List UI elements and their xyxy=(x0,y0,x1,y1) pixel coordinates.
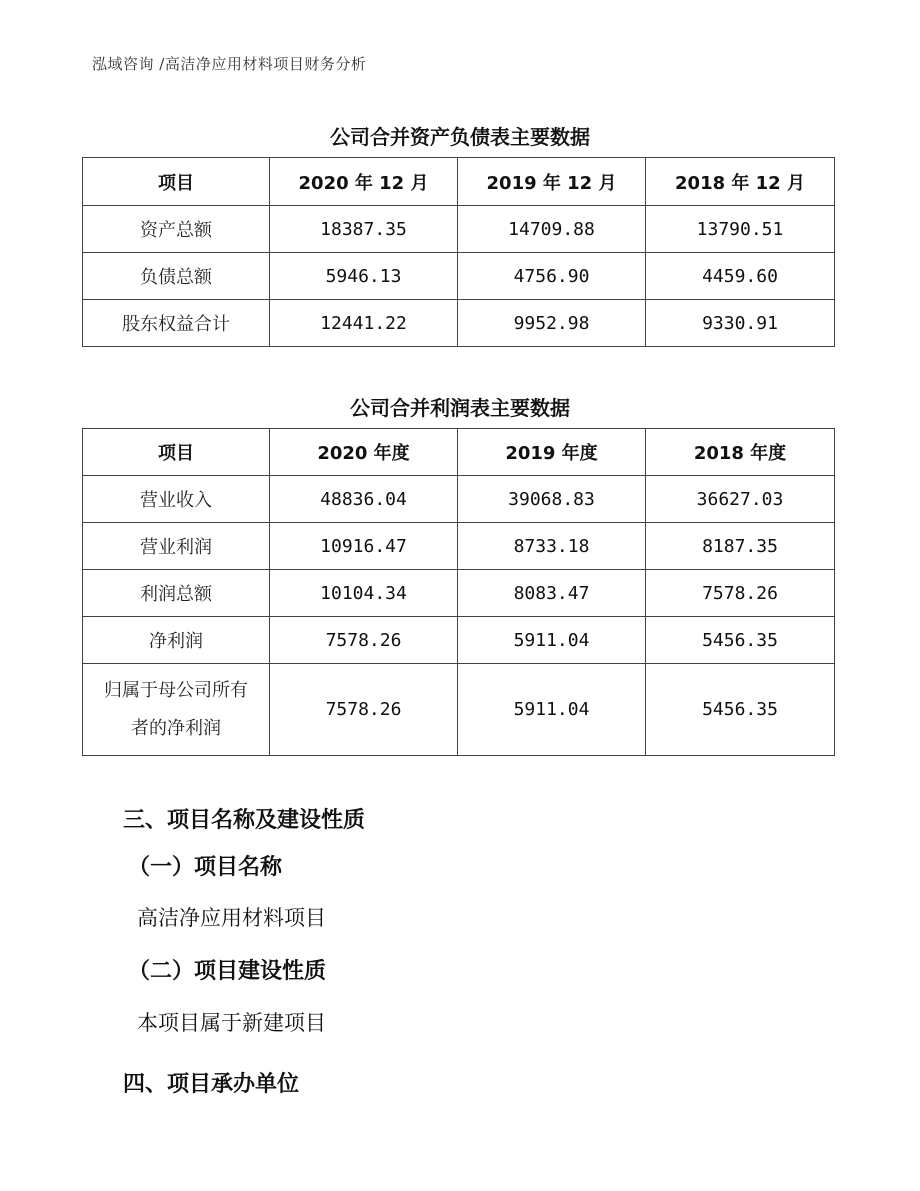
table-header-row xyxy=(83,158,835,206)
row-label-line: 归属于母公司所有 xyxy=(104,679,248,701)
income-statement-table xyxy=(82,428,835,756)
table-row xyxy=(83,206,835,253)
table-cell: 9952.98 xyxy=(458,300,646,347)
column-header: 2019 年度 xyxy=(458,429,646,476)
table-cell: 8083.47 xyxy=(458,570,646,617)
paragraph: 本项目属于新建项目 xyxy=(137,1011,326,1035)
table-row xyxy=(83,476,835,523)
table-cell: 5456.35 xyxy=(646,664,835,756)
column-header: 2020 年 12 月 xyxy=(270,158,458,206)
table-row xyxy=(83,253,835,300)
row-label: 股东权益合计 xyxy=(83,300,270,347)
row-label: 营业收入 xyxy=(83,476,270,523)
balance-sheet-title: 公司合并资产负债表主要数据 xyxy=(330,125,590,149)
row-label: 净利润 xyxy=(83,617,270,664)
table-cell: 18387.35 xyxy=(270,206,458,253)
table-row xyxy=(83,664,835,756)
column-header: 项目 xyxy=(83,429,270,476)
paragraph: 高洁净应用材料项目 xyxy=(137,906,326,930)
table-cell: 14709.88 xyxy=(458,206,646,253)
table-row xyxy=(83,617,835,664)
table-cell: 39068.83 xyxy=(458,476,646,523)
column-header: 2018 年度 xyxy=(646,429,835,476)
table-cell: 8733.18 xyxy=(458,523,646,570)
column-header: 2019 年 12 月 xyxy=(458,158,646,206)
row-label: 营业利润 xyxy=(83,523,270,570)
row-label xyxy=(83,664,270,756)
column-header: 项目 xyxy=(83,158,270,206)
table-cell: 5456.35 xyxy=(646,617,835,664)
row-label: 负债总额 xyxy=(83,253,270,300)
subsection-heading: （二）项目建设性质 xyxy=(128,959,327,984)
row-label-line: 者的净利润 xyxy=(131,717,221,739)
table-cell: 13790.51 xyxy=(646,206,835,253)
column-header: 2020 年度 xyxy=(270,429,458,476)
section-heading: 三、项目名称及建设性质 xyxy=(123,808,366,833)
table-cell: 7578.26 xyxy=(270,617,458,664)
section-heading: 四、项目承办单位 xyxy=(123,1072,300,1097)
table-row xyxy=(83,523,835,570)
row-label: 资产总额 xyxy=(83,206,270,253)
page-header: 泓域咨询 /高洁净应用材料项目财务分析 xyxy=(92,55,367,73)
table-cell: 10916.47 xyxy=(270,523,458,570)
column-header: 2018 年 12 月 xyxy=(646,158,835,206)
table-cell: 7578.26 xyxy=(270,664,458,756)
table-cell: 9330.91 xyxy=(646,300,835,347)
table-cell: 8187.35 xyxy=(646,523,835,570)
table-cell: 4756.90 xyxy=(458,253,646,300)
balance-sheet-table xyxy=(82,157,835,347)
table-row xyxy=(83,570,835,617)
table-cell: 4459.60 xyxy=(646,253,835,300)
subsection-heading: （一）项目名称 xyxy=(128,855,283,880)
income-statement-title: 公司合并利润表主要数据 xyxy=(350,396,570,420)
table-cell: 7578.26 xyxy=(646,570,835,617)
table-row xyxy=(83,300,835,347)
table-cell: 5911.04 xyxy=(458,664,646,756)
table-cell: 10104.34 xyxy=(270,570,458,617)
table-cell: 12441.22 xyxy=(270,300,458,347)
table-header-row xyxy=(83,429,835,476)
table-cell: 48836.04 xyxy=(270,476,458,523)
table-cell: 36627.03 xyxy=(646,476,835,523)
table-cell: 5911.04 xyxy=(458,617,646,664)
row-label: 利润总额 xyxy=(83,570,270,617)
table-cell: 5946.13 xyxy=(270,253,458,300)
